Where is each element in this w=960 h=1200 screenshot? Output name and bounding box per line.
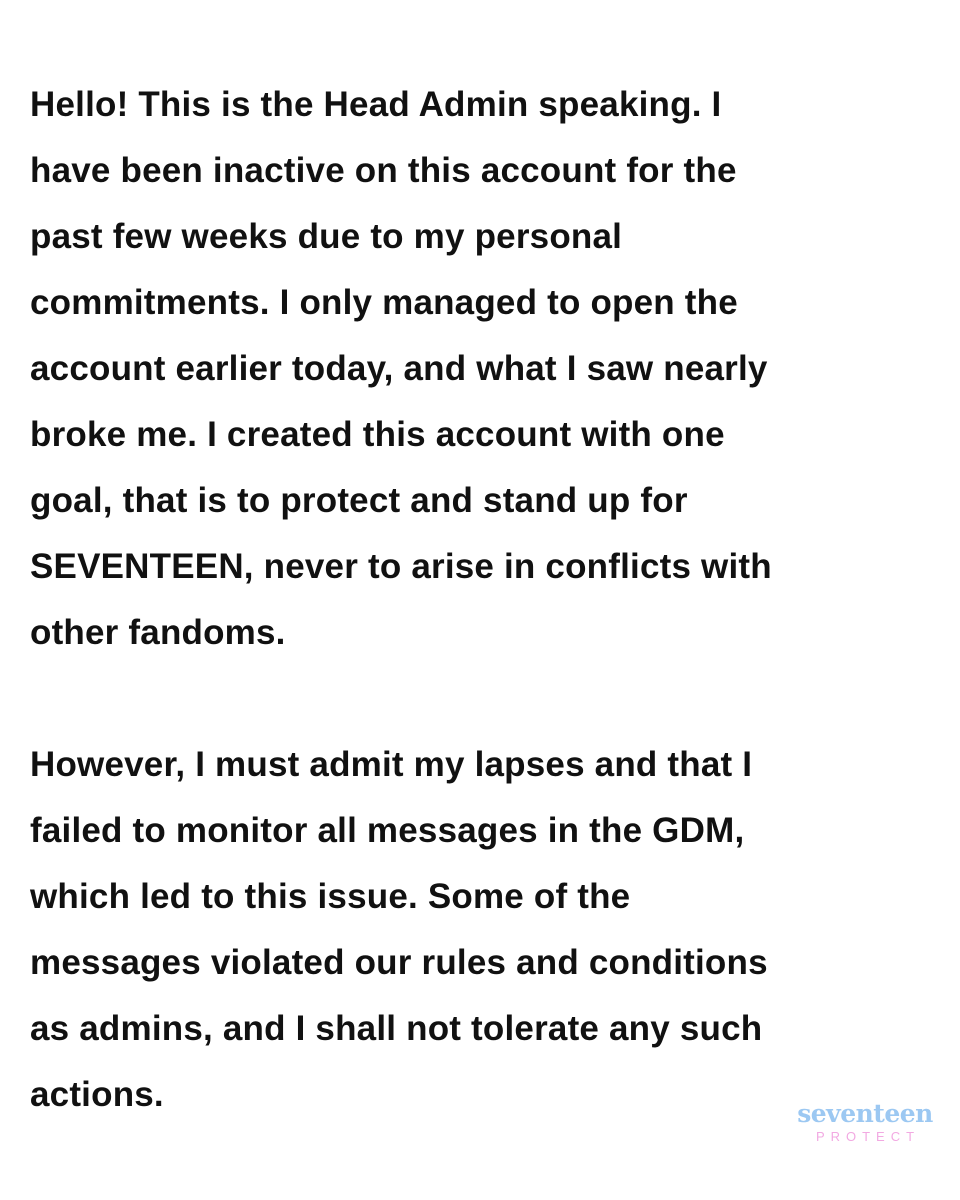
text-line: goal, that is to protect and stand up for <box>30 481 688 520</box>
text-line: as admins, and I shall not tolerate any such <box>30 1009 763 1048</box>
logo-subtitle: PROTECT <box>815 1129 921 1144</box>
text-line: broke me. I created this account with one <box>30 415 725 454</box>
text-line: SEVENTEEN, never to arise in conflicts with <box>30 547 772 586</box>
text-line: other fandoms. <box>30 613 286 652</box>
paragraph-1 <box>30 72 772 666</box>
text-line: actions. <box>30 1075 164 1114</box>
text-line: commitments. I only managed to open the <box>30 283 738 322</box>
text-line: have been inactive on this account for the <box>30 151 737 190</box>
text-line: which led to this issue. Some of the <box>30 877 631 916</box>
text-line: past few weeks due to my personal <box>30 217 623 256</box>
text-line: However, I must admit my lapses and that I <box>30 745 753 784</box>
text-line: failed to monitor all messages in the GDM, <box>30 811 745 850</box>
seventeen-protect-logo <box>794 1100 936 1146</box>
text-line: Hello! This is the Head Admin speaking. I <box>30 85 722 124</box>
logo-wordmark: seventeen <box>797 1099 933 1128</box>
paragraph-2 <box>30 732 768 1128</box>
text-line: account earlier today, and what I saw nearly <box>30 349 768 388</box>
text-line: messages violated our rules and conditions <box>30 943 768 982</box>
